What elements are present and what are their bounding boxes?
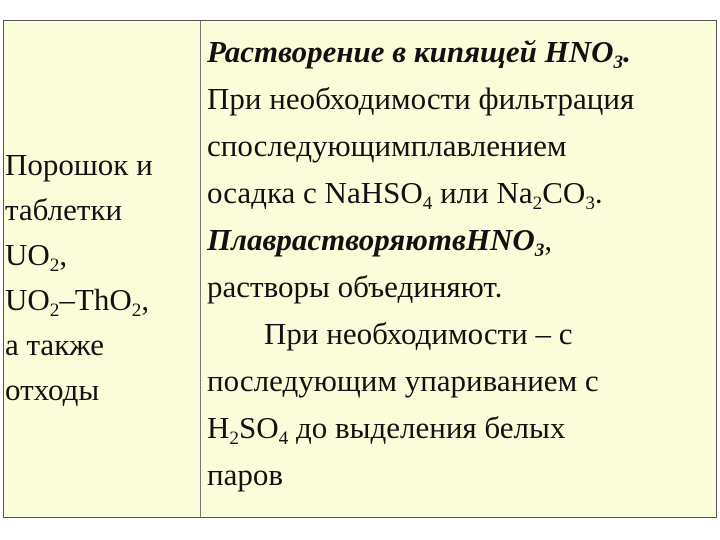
- right-line-7: При необходимости – с: [264, 316, 573, 351]
- left-line-6: отходы: [5, 372, 100, 407]
- left-line-1: Порошок и: [5, 147, 153, 182]
- right-line-8: последующим упариванием с: [207, 363, 599, 398]
- right-line-6: растворы объединяют.: [207, 269, 503, 304]
- left-cell: [4, 142, 199, 412]
- left-line-2: таблетки: [5, 192, 123, 227]
- right-line-3: споследующимплавлением: [207, 128, 567, 163]
- right-cell: [207, 28, 713, 498]
- right-line-2: При необходимости фильтрация: [207, 81, 635, 116]
- right-line-9: $H_2SO_4$ до выделения белых: [207, 410, 566, 450]
- left-line-4: $UO_2-ThO_2$,: [5, 282, 150, 322]
- column-divider: [200, 21, 201, 517]
- right-line-10: паров: [207, 457, 283, 492]
- right-line-4: осадка с NaHSO$_4$ или $Na_2CO_3$.: [207, 175, 603, 215]
- right-line-1: Растворение в кипящей $HNO_3$.: [207, 34, 631, 74]
- left-line-3: $UO_2$,: [5, 237, 68, 277]
- right-line-5: ПлаврастворяютвHNO$_3$,: [207, 222, 553, 262]
- reagent-table: [3, 20, 717, 518]
- left-line-5: а также: [5, 327, 105, 362]
